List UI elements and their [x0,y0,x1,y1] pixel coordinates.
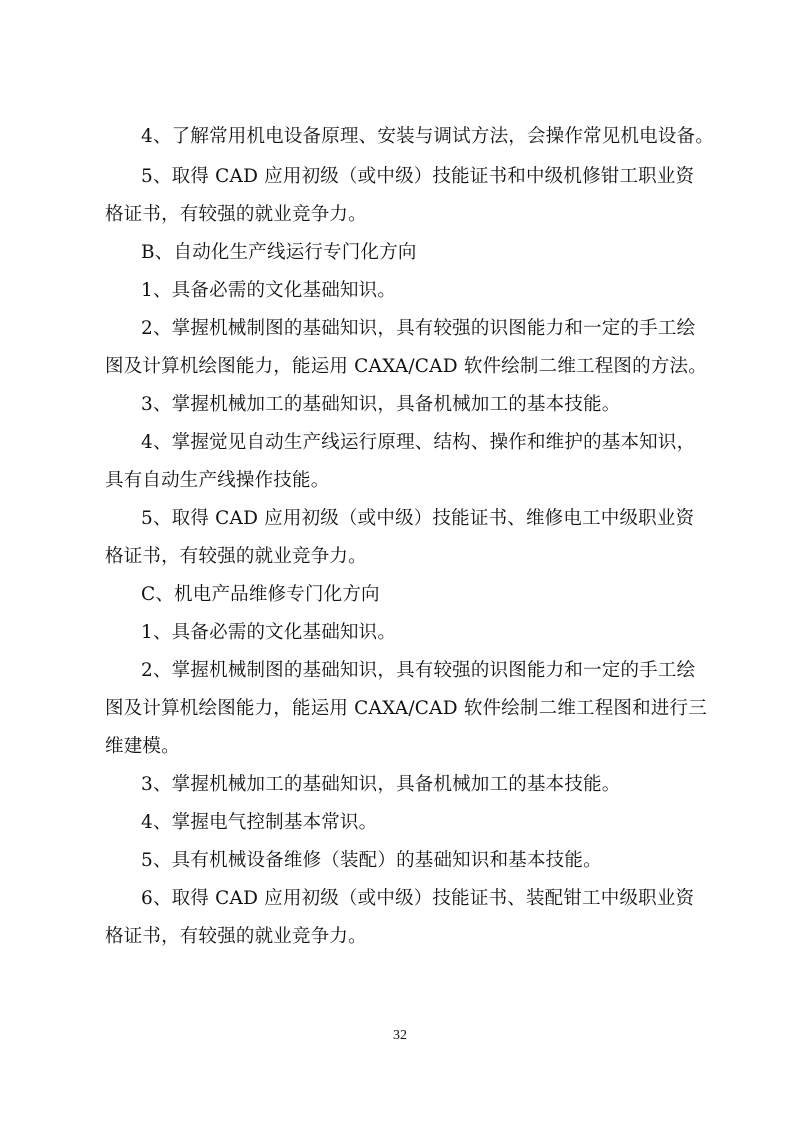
paragraph-line: 4、掌握电气控制基本常识。 [141,812,378,833]
paragraph-line: 4、了解常用机电设备原理、安装与调试方法，会操作常见机电设备。 [141,126,714,147]
paragraph-line: 1、具备必需的文化基础知识。 [141,280,397,301]
paragraph-line: 格证书，有较强的就业竞争力。 [105,546,367,567]
paragraph-line: 2、掌握机械制图的基础知识，具有较强的识图能力和一定的手工绘 [141,660,696,681]
paragraph-line: 2、掌握机械制图的基础知识，具有较强的识图能力和一定的手工绘 [141,318,696,339]
paragraph-line: 6、取得 CAD 应用初级（或中级）技能证书、装配钳工中级职业资 [141,888,695,909]
paragraph-line: 格证书，有较强的就业竞争力。 [105,926,367,947]
paragraph-line: 1、具备必需的文化基础知识。 [141,622,397,643]
paragraph-line: 图及计算机绘图能力，能运用 CAXA/CAD 软件绘制二维工程图和进行三 [105,698,707,719]
paragraph-line: 维建模。 [105,736,180,757]
paragraph-line: 具有自动生产线操作技能。 [105,470,330,491]
paragraph-line: 5、取得 CAD 应用初级（或中级）技能证书、维修电工中级职业资 [141,508,695,529]
paragraph-line: 3、掌握机械加工的基础知识，具备机械加工的基本技能。 [141,394,621,415]
paragraph-line: 4、掌握觉见自动生产线运行原理、结构、操作和维护的基本知识， [141,432,696,453]
paragraph-line: 图及计算机绘图能力，能运用 CAXA/CAD 软件绘制二维工程图的方法。 [105,356,707,377]
paragraph-line: 格证书，有较强的就业竞争力。 [105,204,367,225]
section-heading: B、自动化生产线运行专门化方向 [141,242,417,263]
page-number: 32 [393,1028,407,1043]
paragraph-line: 5、具有机械设备维修（装配）的基础知识和基本技能。 [141,850,602,871]
paragraph-line: 5、取得 CAD 应用初级（或中级）技能证书和中级机修钳工职业资 [141,166,695,187]
section-heading: C、机电产品维修专门化方向 [141,584,380,605]
paragraph-line: 3、掌握机械加工的基础知识，具备机械加工的基本技能。 [141,774,621,795]
